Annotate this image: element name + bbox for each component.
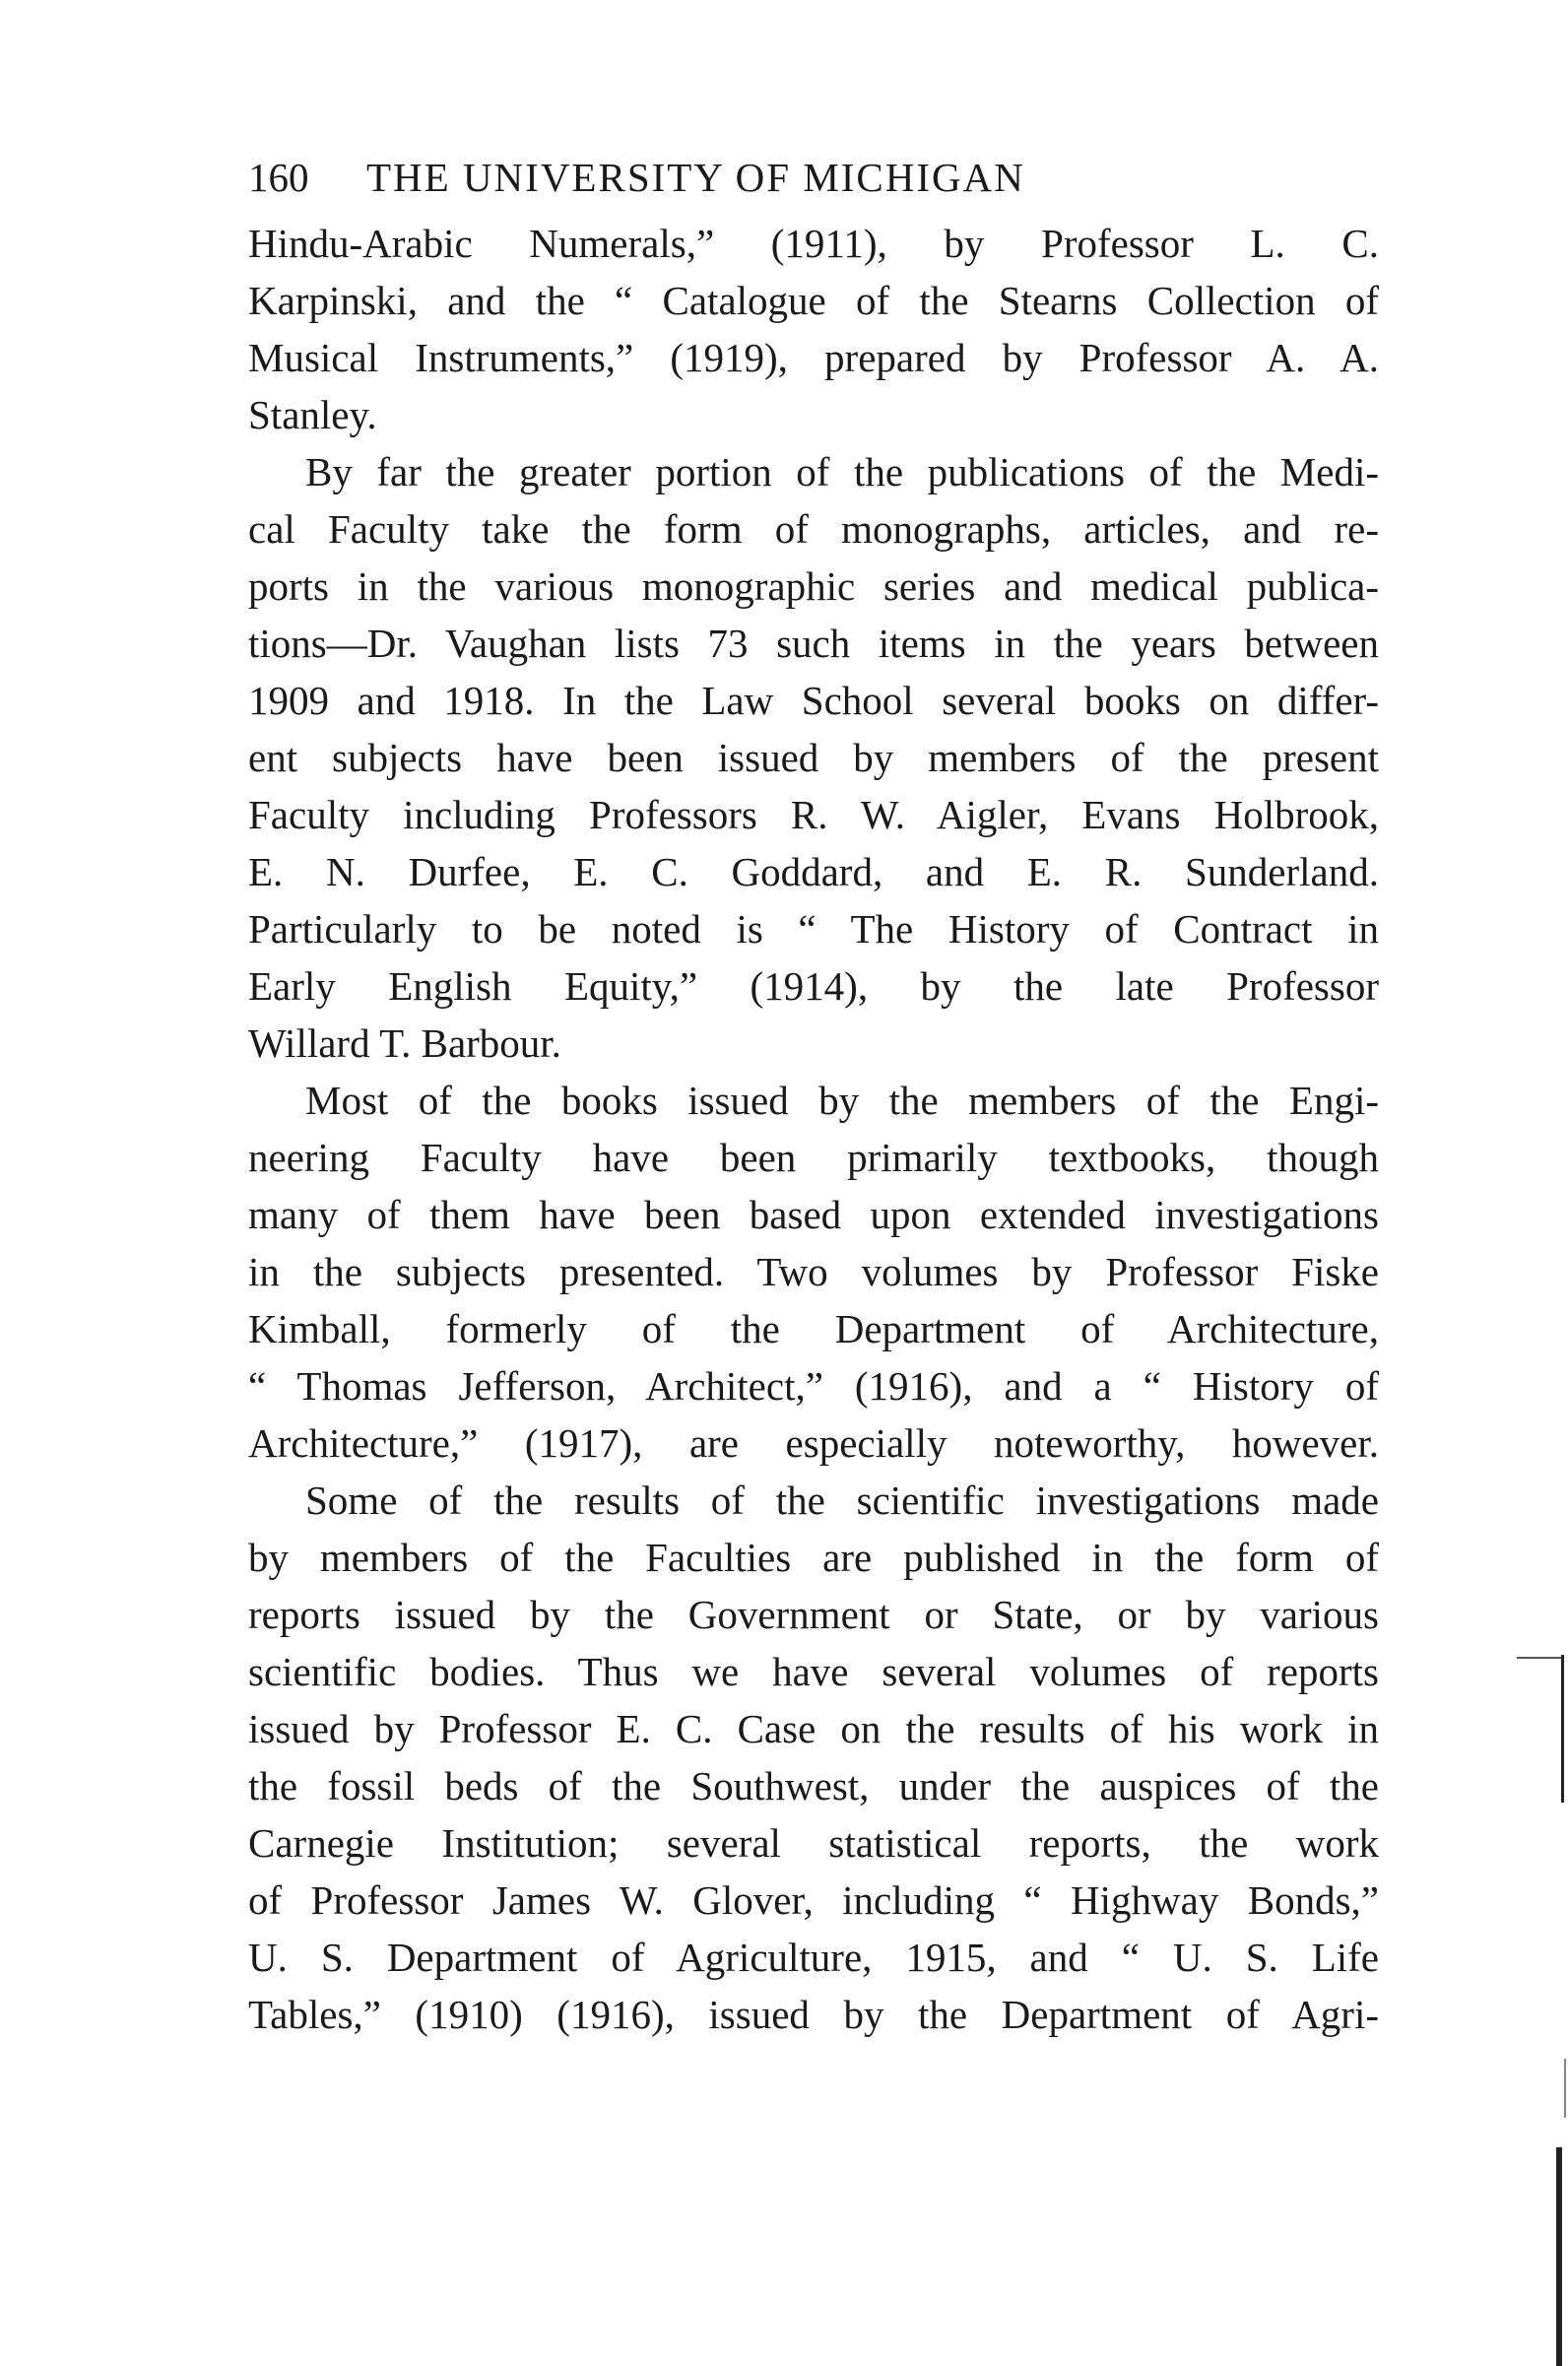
text-line: in the subjects presented. Two volumes by Professor Fiske (248, 1249, 1379, 1294)
paragraph-2 (248, 443, 1379, 1072)
text-line: U. S. Department of Agriculture, 1915, and “ U. S. Life (248, 1935, 1379, 1980)
body-text (248, 215, 1379, 2043)
paragraph-3 (248, 1072, 1379, 1472)
running-head (248, 148, 1371, 207)
text-line: Hindu-Arabic Numerals,” (1911), by Professor L. C. (248, 221, 1379, 266)
text-line: Some of the results of the scientific investigations made (305, 1478, 1379, 1523)
text-line: By far the greater portion of the publications of the Medi- (305, 449, 1379, 494)
text-line: 1909 and 1918. In the Law School several books on differ- (248, 678, 1379, 723)
text-line: “ Thomas Jefferson, Architect,” (1916), and a “ History of (248, 1363, 1379, 1409)
text-line: Most of the books issued by the members of the Engi- (305, 1078, 1379, 1123)
paragraph-1 (248, 215, 1379, 443)
text-line: Architecture,” (1917), are especially noteworthy, however. (248, 1420, 1379, 1466)
scan-edge-mark (1556, 2147, 1562, 2366)
text-line: issued by Professor E. C. Case on the results of his work in (248, 1706, 1379, 1751)
text-line: the fossil beds of the Southwest, under the auspices of the (248, 1763, 1379, 1808)
text-line: reports issued by the Government or State, or by various (248, 1592, 1379, 1637)
text-line: Tables,” (1910) (1916), issued by the Department of Agri- (248, 1992, 1379, 2037)
running-title: THE UNIVERSITY OF MICHIGAN (366, 155, 1025, 200)
paragraph-4 (248, 1472, 1379, 2043)
text-line: ent subjects have been issued by members of the present (248, 735, 1379, 780)
text-line: cal Faculty take the form of monographs, articles, and re- (248, 506, 1379, 552)
text-line: Kimball, formerly of the Department of Architecture, (248, 1306, 1379, 1351)
text-line: Faculty including Professors R. W. Aigler, Evans Holbrook, (248, 792, 1379, 837)
text-line: by members of the Faculties are published in the form of (248, 1535, 1379, 1580)
text-line: ports in the various monographic series and medical publica- (248, 563, 1379, 609)
page-number: 160 (248, 155, 309, 200)
text-line: scientific bodies. Thus we have several volumes of reports (248, 1649, 1379, 1694)
text-line: tions—Dr. Vaughan lists 73 such items in the years between (248, 621, 1379, 666)
scan-edge-mark (1561, 1655, 1564, 1803)
text-line: Stanley. (248, 392, 377, 437)
text-line: Willard T. Barbour. (248, 1020, 561, 1066)
text-line: neering Faculty have been primarily textbooks, though (248, 1135, 1379, 1180)
text-line: of Professor James W. Glover, including “ Highway Bonds,” (248, 1877, 1379, 1923)
text-line: Particularly to be noted is “ The History of Contract in (248, 906, 1379, 952)
text-line: Musical Instruments,” (1919), prepared by Professor A. A. (248, 335, 1379, 380)
text-line: Karpinski, and the “ Catalogue of the Stearns Collection of (248, 278, 1379, 323)
text-line: Early English Equity,” (1914), by the late Professor (248, 963, 1379, 1009)
text-line: many of them have been based upon extended investigations (248, 1192, 1379, 1237)
scan-edge-mark (1517, 1657, 1561, 1659)
scan-edge-mark (1564, 2059, 1566, 2118)
text-line: E. N. Durfee, E. C. Goddard, and E. R. Sunderland. (248, 849, 1379, 894)
text-line: Carnegie Institution; several statistical reports, the work (248, 1820, 1379, 1866)
